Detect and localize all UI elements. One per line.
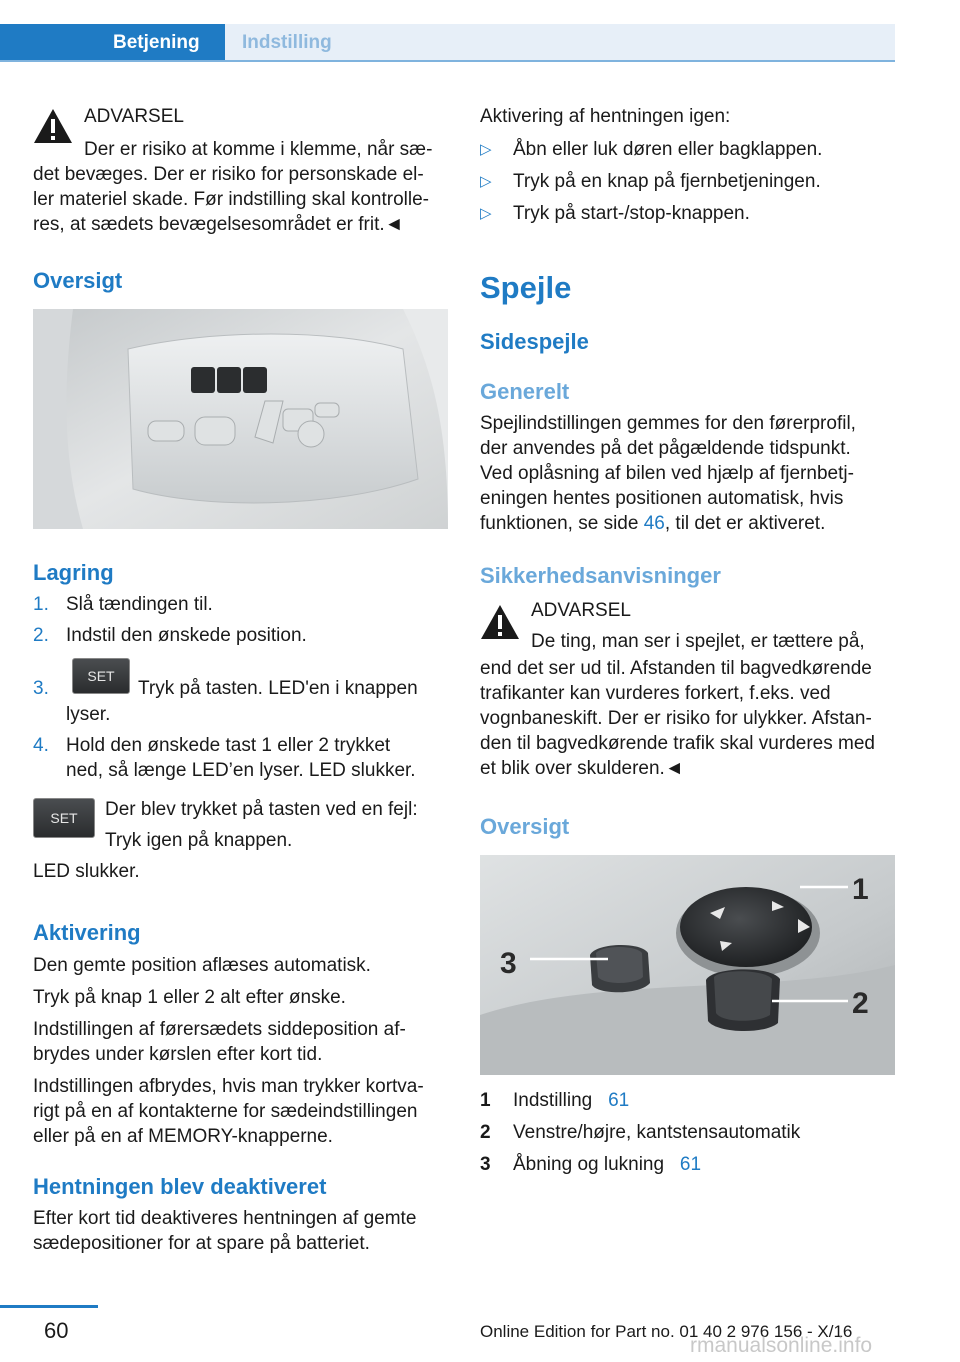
footer-edition-text: Online Edition for Part no. 01 40 2 976 156 - X/16 (480, 1322, 853, 1341)
warning-line: res, at sædets bevægelsesområdet er frit.◄ (33, 214, 404, 235)
chapter-heading: Spejle (480, 270, 572, 305)
header-divider (0, 60, 895, 62)
warning-line: trafikanter kan vurderes forkert, f.eks. ved (480, 683, 831, 704)
page-link[interactable]: 61 (679, 1154, 702, 1175)
list-item (480, 1120, 896, 1145)
legend-number: 1 (480, 1090, 491, 1111)
list-text: Tryk på start-/stop-knappen. (513, 203, 750, 224)
mirror-controls-illustration (480, 855, 895, 1075)
body-text: eller på en af MEMORY-knapperne. (33, 1126, 333, 1147)
callout-3: 3 (500, 947, 517, 980)
callout-2: 2 (852, 987, 869, 1020)
list-item (33, 658, 448, 725)
list-item (480, 1088, 896, 1113)
list-item (33, 733, 448, 783)
warning-line: ler materiel skade. Før indstilling skal kontrolle- (33, 189, 429, 210)
step-text: ned, så længe LED’en lyser. LED slukker. (66, 760, 416, 781)
warning-line: end det ser ud til. Afstanden til bagvedkørende (480, 658, 872, 679)
page-link[interactable]: 61 (608, 1090, 630, 1111)
warning-line: den til bagvedkørende trafik skal vurderes med (480, 733, 875, 754)
warning-icon (33, 108, 73, 144)
body-text-part: funktionen, se side (480, 513, 644, 534)
legend-label: Venstre/højre, kantstensautomatik (513, 1122, 801, 1143)
step-text: lyser. (66, 704, 111, 725)
section-heading: Oversigt (33, 268, 123, 293)
body-text: Tryk på knap 1 eller 2 alt efter ønske. (33, 987, 346, 1008)
step-number: 2. (33, 625, 49, 646)
section-heading: Aktivering (33, 920, 141, 945)
body-text: sædepositioner for at spare på batteriet. (33, 1233, 370, 1254)
triangle-bullet-icon: ▷ (480, 141, 492, 158)
note-text: Der blev trykket på tasten ved en fejl: (105, 799, 418, 820)
list-item (33, 623, 448, 648)
warning-title: ADVARSEL (84, 106, 184, 127)
warning-line: vognbaneskift. Der er risiko for ulykker. Afstan- (480, 708, 872, 729)
body-text: Ved oplåsning af bilen ved hjælp af fjernbetj- (480, 463, 854, 484)
body-text: Aktivering af hentningen igen: (480, 106, 731, 127)
warning-line: Der er risiko at komme i klemme, når sæ- (84, 139, 433, 160)
triangle-bullet-icon: ▷ (480, 205, 492, 222)
legend-text (513, 1152, 895, 1177)
tab-label: Indstilling (242, 32, 332, 53)
warning-title: ADVARSEL (531, 600, 631, 621)
subsection-heading: Oversigt (480, 814, 570, 839)
tab-indstilling[interactable] (225, 24, 895, 60)
warning-line: et blik over skulderen.◄ (480, 758, 684, 779)
tab-betjening[interactable] (0, 24, 225, 62)
body-text: Den gemte position aflæses automatisk. (33, 955, 371, 976)
step-text: Indstil den ønskede position. (66, 625, 307, 646)
legend-number: 3 (480, 1154, 491, 1175)
header (0, 0, 895, 62)
step-number: 1. (33, 594, 49, 615)
step-number: 4. (33, 735, 49, 756)
list-text: Tryk på en knap på fjernbetjeningen. (513, 171, 821, 192)
body-text (480, 511, 825, 536)
watermark-text: rmanualsonline.info (690, 1334, 873, 1357)
callout-1: 1 (852, 873, 869, 906)
legend-number: 2 (480, 1122, 491, 1143)
warning-icon (480, 604, 520, 640)
body-text: LED slukker. (33, 861, 140, 882)
body-text-part: , til det er aktiveret. (664, 513, 826, 534)
legend-label: Åbning og lukning (513, 1154, 665, 1175)
body-text: brydes under kørslen efter kort tid. (33, 1044, 323, 1065)
triangle-bullet-icon: ▷ (480, 173, 492, 190)
section-heading: Lagring (33, 560, 114, 585)
step-text: Slå tændingen til. (66, 594, 213, 615)
seat-controls-image (33, 309, 448, 529)
body-text: der anvendes på det pågældende tidspunkt. (480, 438, 851, 459)
list-item (480, 1152, 896, 1177)
legend-text (513, 1088, 895, 1113)
body-text: Spejlindstillingen gemmes for den førerprofil, (480, 413, 856, 434)
body-text: Indstillingen afbrydes, hvis man trykker kortva- (33, 1076, 424, 1097)
list-item (33, 592, 448, 617)
body-text: Indstillingen af førersædets siddeposition af- (33, 1019, 406, 1040)
subsection-heading: Sikkerhedsanvisninger (480, 563, 721, 588)
page-number: 60 (44, 1318, 69, 1343)
body-text: eningen hentes positionen automatisk, hvis (480, 488, 844, 509)
body-text: Efter kort tid deaktiveres hentningen af gemte (33, 1208, 417, 1229)
note-text: Tryk igen på knappen. (105, 830, 293, 851)
subsection-heading: Generelt (480, 379, 570, 404)
seat-controls-illustration (33, 309, 448, 529)
page-link[interactable]: 46 (643, 513, 665, 534)
step-number: 3. (33, 678, 49, 699)
set-button-icon: SET (72, 658, 130, 694)
tab-label: Betjening (113, 32, 200, 53)
warning-line: det bevæges. Der er risiko for personskade el- (33, 164, 424, 185)
list-text: Åbn eller luk døren eller bagklappen. (513, 139, 823, 160)
step-text: Hold den ønskede tast 1 eller 2 trykket (66, 735, 391, 756)
step-text: Tryk på tasten. LED'en i knappen (138, 678, 418, 699)
section-heading: Hentningen blev deaktiveret (33, 1174, 327, 1199)
section-heading: Sidespejle (480, 329, 589, 354)
footer-divider (0, 1305, 98, 1308)
mirror-controls-image (480, 855, 895, 1075)
set-button-icon: SET (33, 798, 95, 838)
body-text: rigt på en af kontakterne for sædeindstillingen (33, 1101, 418, 1122)
legend-label: Indstilling (513, 1090, 593, 1111)
warning-line: De ting, man ser i spejlet, er tættere på, (531, 631, 865, 652)
